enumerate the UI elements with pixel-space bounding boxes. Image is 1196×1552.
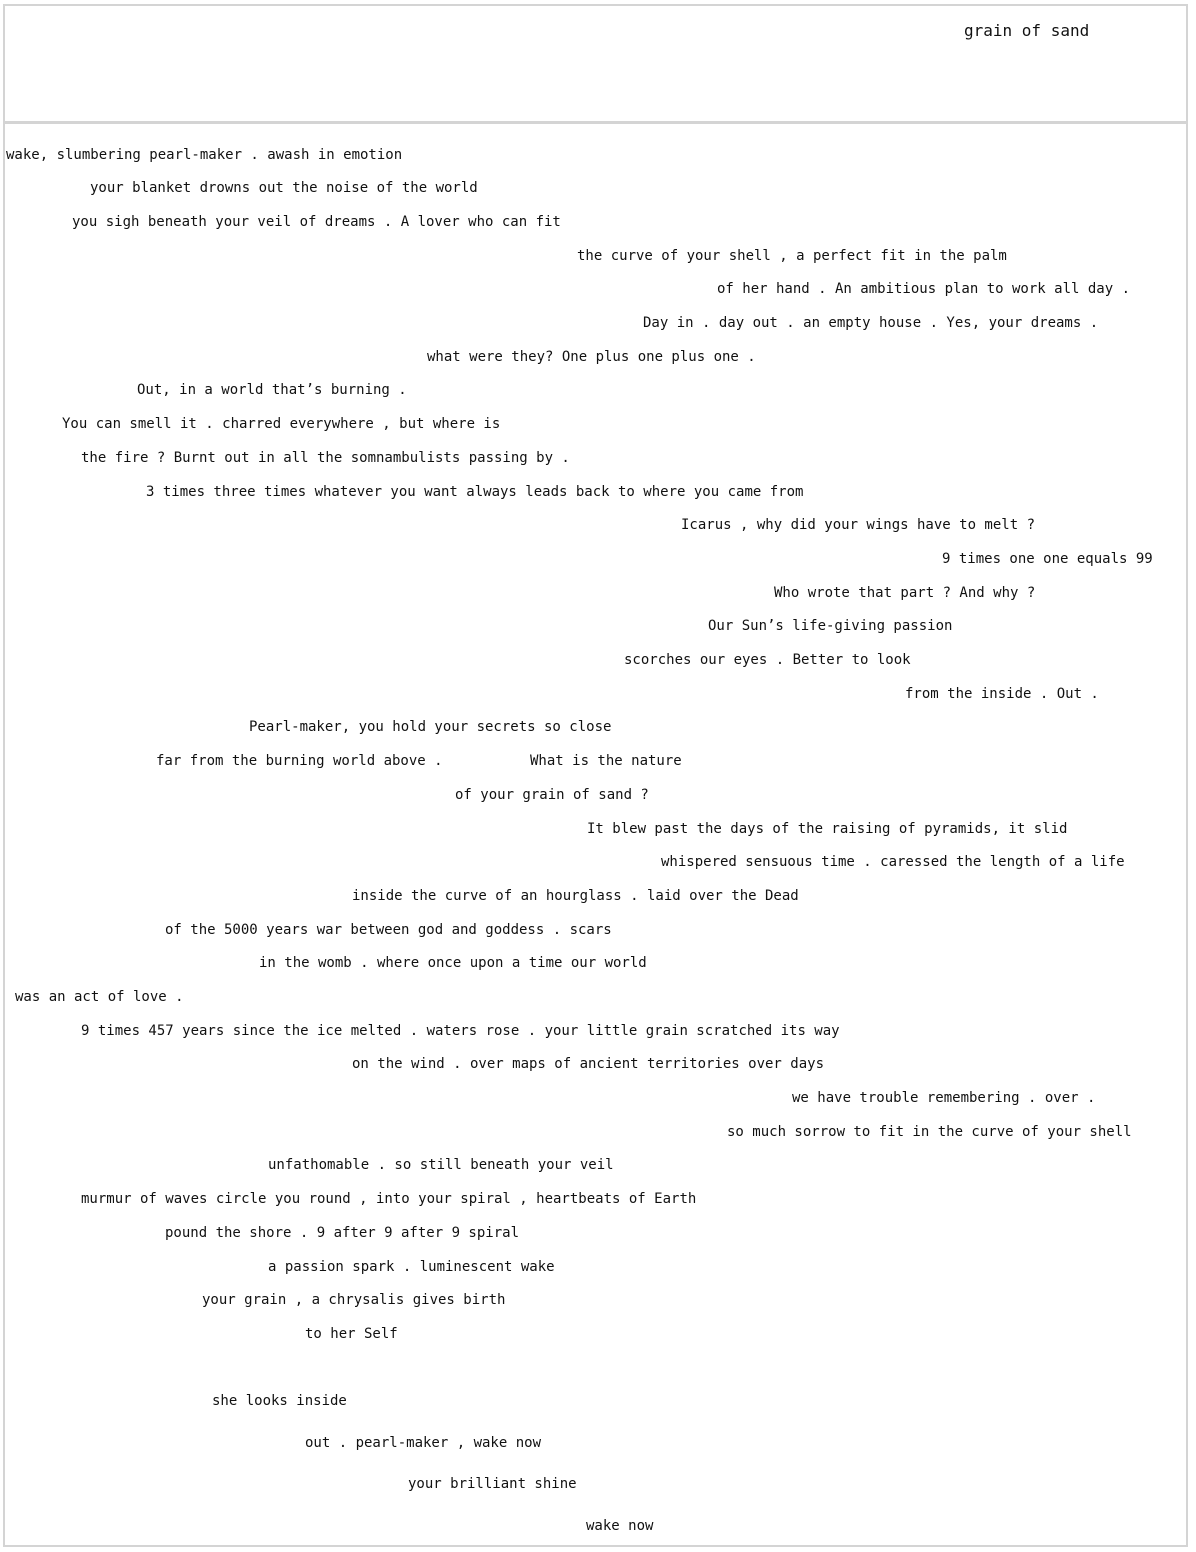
poem-line: out . pearl-maker , wake now	[305, 1435, 542, 1451]
poem-line: whispered sensuous time . caressed the length of a life	[661, 854, 1125, 870]
poem-line: she looks inside	[212, 1393, 347, 1409]
poem-line: of your grain of sand ?	[455, 787, 649, 803]
poem-line: your blanket drowns out the noise of the world	[90, 180, 478, 196]
title-pane	[3, 4, 1188, 124]
poem-line: the fire ? Burnt out in all the somnambulists passing by .	[81, 450, 570, 466]
poem-line: your grain , a chrysalis gives birth	[202, 1292, 506, 1308]
poem-line: of her hand . An ambitious plan to work all day .	[717, 281, 1131, 297]
poem-line: It blew past the days of the raising of pyramids, it slid	[587, 821, 1068, 837]
poem-line: 9 times 457 years since the ice melted . waters rose . your little grain scratched its way	[81, 1023, 840, 1039]
poem-line: inside the curve of an hourglass . laid over the Dead	[352, 888, 799, 904]
poem-line: murmur of waves circle you round , into your spiral , heartbeats of Earth	[81, 1191, 697, 1207]
poem-line: wake now	[586, 1518, 654, 1534]
poem-line: pound the shore . 9 after 9 after 9 spiral	[165, 1225, 520, 1241]
poem-line: Out, in a world that’s burning .	[137, 382, 407, 398]
poem-line: a passion spark . luminescent wake	[268, 1259, 555, 1275]
poem-line: Day in . day out . an empty house . Yes, your dreams .	[643, 315, 1099, 331]
poem-line: was an act of love .	[15, 989, 184, 1005]
poem-line: in the womb . where once upon a time our world	[259, 955, 647, 971]
poem-line: scorches our eyes . Better to look	[624, 652, 911, 668]
poem-line: your brilliant shine	[408, 1476, 577, 1492]
poem-line: 9 times one one equals 99	[942, 551, 1153, 567]
poem-line: 3 times three times whatever you want always leads back to where you came from	[146, 484, 804, 500]
poem-line: so much sorrow to fit in the curve of your shell	[727, 1124, 1132, 1140]
poem-line: You can smell it . charred everywhere , but where is	[62, 416, 501, 432]
poem-line: the curve of your shell , a perfect fit in the palm	[577, 248, 1007, 264]
poem-line: we have trouble remembering . over .	[792, 1090, 1096, 1106]
poem-line: wake, slumbering pearl-maker . awash in emotion	[6, 147, 403, 163]
poem-line: of the 5000 years war between god and goddess . scars	[165, 922, 612, 938]
poem-line: to her Self	[305, 1326, 398, 1342]
poem-line: Our Sun’s life-giving passion	[708, 618, 953, 634]
poem-line: unfathomable . so still beneath your veil	[268, 1157, 614, 1173]
poem-line: far from the burning world above .	[156, 753, 443, 769]
poem-line: you sigh beneath your veil of dreams . A lover who can fit	[72, 214, 561, 230]
page-frame	[3, 4, 1188, 1547]
poem-line: on the wind . over maps of ancient territories over days	[352, 1056, 825, 1072]
poem-line: what were they? One plus one plus one .	[427, 349, 756, 365]
poem-line: Pearl-maker, you hold your secrets so close	[249, 719, 612, 735]
poem-line: Who wrote that part ? And why ?	[774, 585, 1036, 601]
poem-line: Icarus , why did your wings have to melt ?	[681, 517, 1036, 533]
poem-line: What is the nature	[530, 753, 682, 769]
poem-title: grain of sand	[964, 21, 1090, 40]
poem-line: from the inside . Out .	[905, 686, 1099, 702]
